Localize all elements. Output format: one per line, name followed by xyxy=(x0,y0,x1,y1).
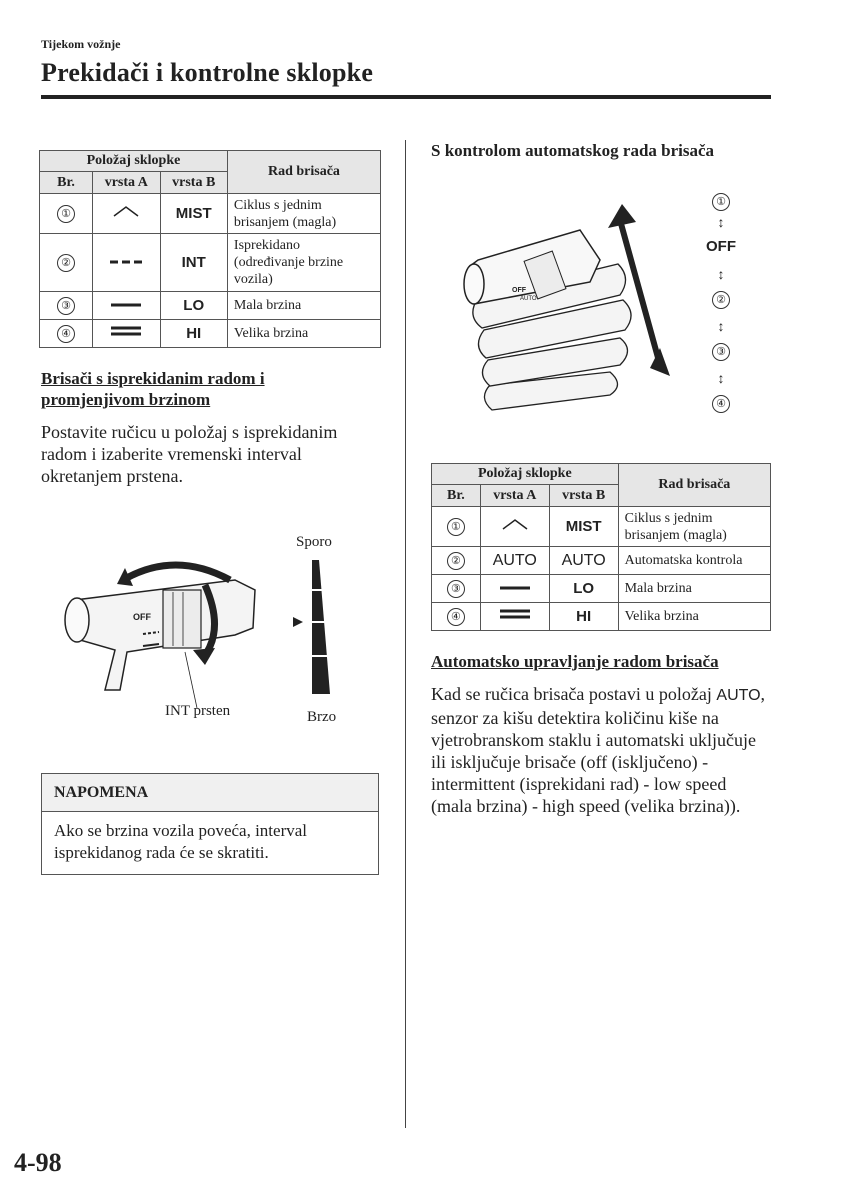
table-col-b: vrsta B xyxy=(549,485,618,507)
table-col-result: Rad brisača xyxy=(227,151,380,194)
result-text: Velika brzina xyxy=(618,603,770,631)
speed-scale-icon xyxy=(290,556,340,696)
wiper-lever-illustration xyxy=(55,540,285,710)
arrow-up-down-icon: ↕ xyxy=(717,318,725,334)
mode-label: HI xyxy=(186,324,202,342)
result-text: Automatska kontrola xyxy=(618,547,770,575)
table-row xyxy=(40,234,381,292)
mode-label: LO xyxy=(573,579,595,597)
result-text: Ciklus s jednim brisanjem (magla) xyxy=(227,194,380,234)
table-col-no: Br. xyxy=(40,172,93,194)
column-divider xyxy=(405,140,406,1128)
auto-ctrl-body-pre: Kad se ručica brisača postavi u položaj xyxy=(431,684,712,704)
arrow-up-down-icon: ↕ xyxy=(717,214,725,230)
slow-label: Sporo xyxy=(296,534,332,550)
lo-bar-icon xyxy=(109,301,143,309)
int-heading-line2: promjenjivom brzinom xyxy=(41,390,211,409)
auto-lever-off: OFF xyxy=(512,287,526,294)
auto-ctrl-body-auto: AUTO xyxy=(716,687,761,704)
mist-wave-icon xyxy=(500,517,530,531)
int-section-heading xyxy=(41,368,265,410)
result-text: Mala brzina xyxy=(227,292,380,320)
mode-label: LO xyxy=(183,296,205,314)
mode-label: MIST xyxy=(175,204,212,222)
switch-table-right xyxy=(431,463,771,631)
table-group-header: Položaj sklopke xyxy=(432,464,619,485)
position-off: OFF xyxy=(706,238,736,255)
auto-lever-auto: AUTO xyxy=(520,296,537,302)
lever-off-label: OFF xyxy=(133,612,151,622)
mode-label: INT xyxy=(181,253,206,271)
auto-lever-illustration xyxy=(460,200,685,430)
auto-ctrl-body xyxy=(431,683,771,817)
section-label: Tijekom vožnje xyxy=(41,37,121,51)
position-number: ④ xyxy=(447,608,465,626)
table-row xyxy=(432,603,771,631)
result-text: Velika brzina xyxy=(227,320,380,348)
table-col-a: vrsta A xyxy=(480,485,549,507)
note-body: Ako se brzina vozila poveća, interval isprekidanog rada će se skratiti. xyxy=(54,821,308,862)
mode-label: AUTO xyxy=(561,551,606,569)
position-4: ④ xyxy=(712,395,730,413)
table-col-result: Rad brisača xyxy=(618,464,770,507)
position-number: ① xyxy=(447,518,465,536)
mist-wave-icon xyxy=(111,204,141,218)
auto-ctrl-body-post: , senzor za kišu detektira količinu kiše na vjetrobranskom staklu i automatski uključuje ili isključuje brisače (off (isključeno) - intermittent (isprekidani rad) - low speed (mala brzina) - high speed (velika brzina)). xyxy=(431,684,766,816)
table-row xyxy=(432,547,771,575)
arrow-up-down-icon: ↕ xyxy=(717,370,725,386)
mode-label: MIST xyxy=(565,517,602,535)
int-body-text: Postavite ručicu u položaj s isprekidanim radom i izaberite vremenski interval okretanjem prstena. xyxy=(41,422,338,486)
mode-label-a: AUTO xyxy=(492,551,537,569)
position-list xyxy=(706,192,736,416)
position-2: ② xyxy=(712,291,730,309)
result-text: Isprekidano (određivanje brzine vozila) xyxy=(227,234,380,292)
result-text: Ciklus s jednim brisanjem (magla) xyxy=(618,507,770,547)
position-1: ① xyxy=(712,193,730,211)
table-col-a: vrsta A xyxy=(93,172,160,194)
note-box xyxy=(41,773,379,875)
page-number: 4-98 xyxy=(14,1148,62,1177)
result-text: Mala brzina xyxy=(618,575,770,603)
mode-label: HI xyxy=(576,607,592,625)
table-row xyxy=(40,320,381,348)
hi-bars-icon xyxy=(109,325,143,337)
table-col-b: vrsta B xyxy=(160,172,227,194)
auto-ctrl-heading: Automatsko upravljanje radom brisača xyxy=(431,652,719,671)
int-dashes-icon xyxy=(108,258,144,266)
position-3: ③ xyxy=(712,343,730,361)
title-rule xyxy=(41,95,771,99)
position-number: ② xyxy=(57,254,75,272)
note-title: NAPOMENA xyxy=(42,774,378,812)
table-group-header: Položaj sklopke xyxy=(40,151,228,172)
page-title: Prekidači i kontrolne sklopke xyxy=(41,58,374,87)
position-number: ④ xyxy=(57,325,75,343)
position-number: ③ xyxy=(447,580,465,598)
table-row xyxy=(40,194,381,234)
table-row xyxy=(432,575,771,603)
table-col-no: Br. xyxy=(432,485,481,507)
hi-bars-icon xyxy=(498,608,532,620)
int-heading-line1: Brisači s isprekidanim radom i xyxy=(41,369,265,388)
table-row xyxy=(40,292,381,320)
fast-label: Brzo xyxy=(307,709,337,725)
position-number: ① xyxy=(57,205,75,223)
arrow-up-down-icon: ↕ xyxy=(717,266,725,282)
switch-table-left xyxy=(39,150,381,348)
position-number: ③ xyxy=(57,297,75,315)
int-ring-label: INT prsten xyxy=(165,703,231,719)
position-number: ② xyxy=(447,552,465,570)
lo-bar-icon xyxy=(498,584,532,592)
auto-section-heading: S kontrolom automatskog rada brisača xyxy=(431,141,715,160)
table-row xyxy=(432,507,771,547)
